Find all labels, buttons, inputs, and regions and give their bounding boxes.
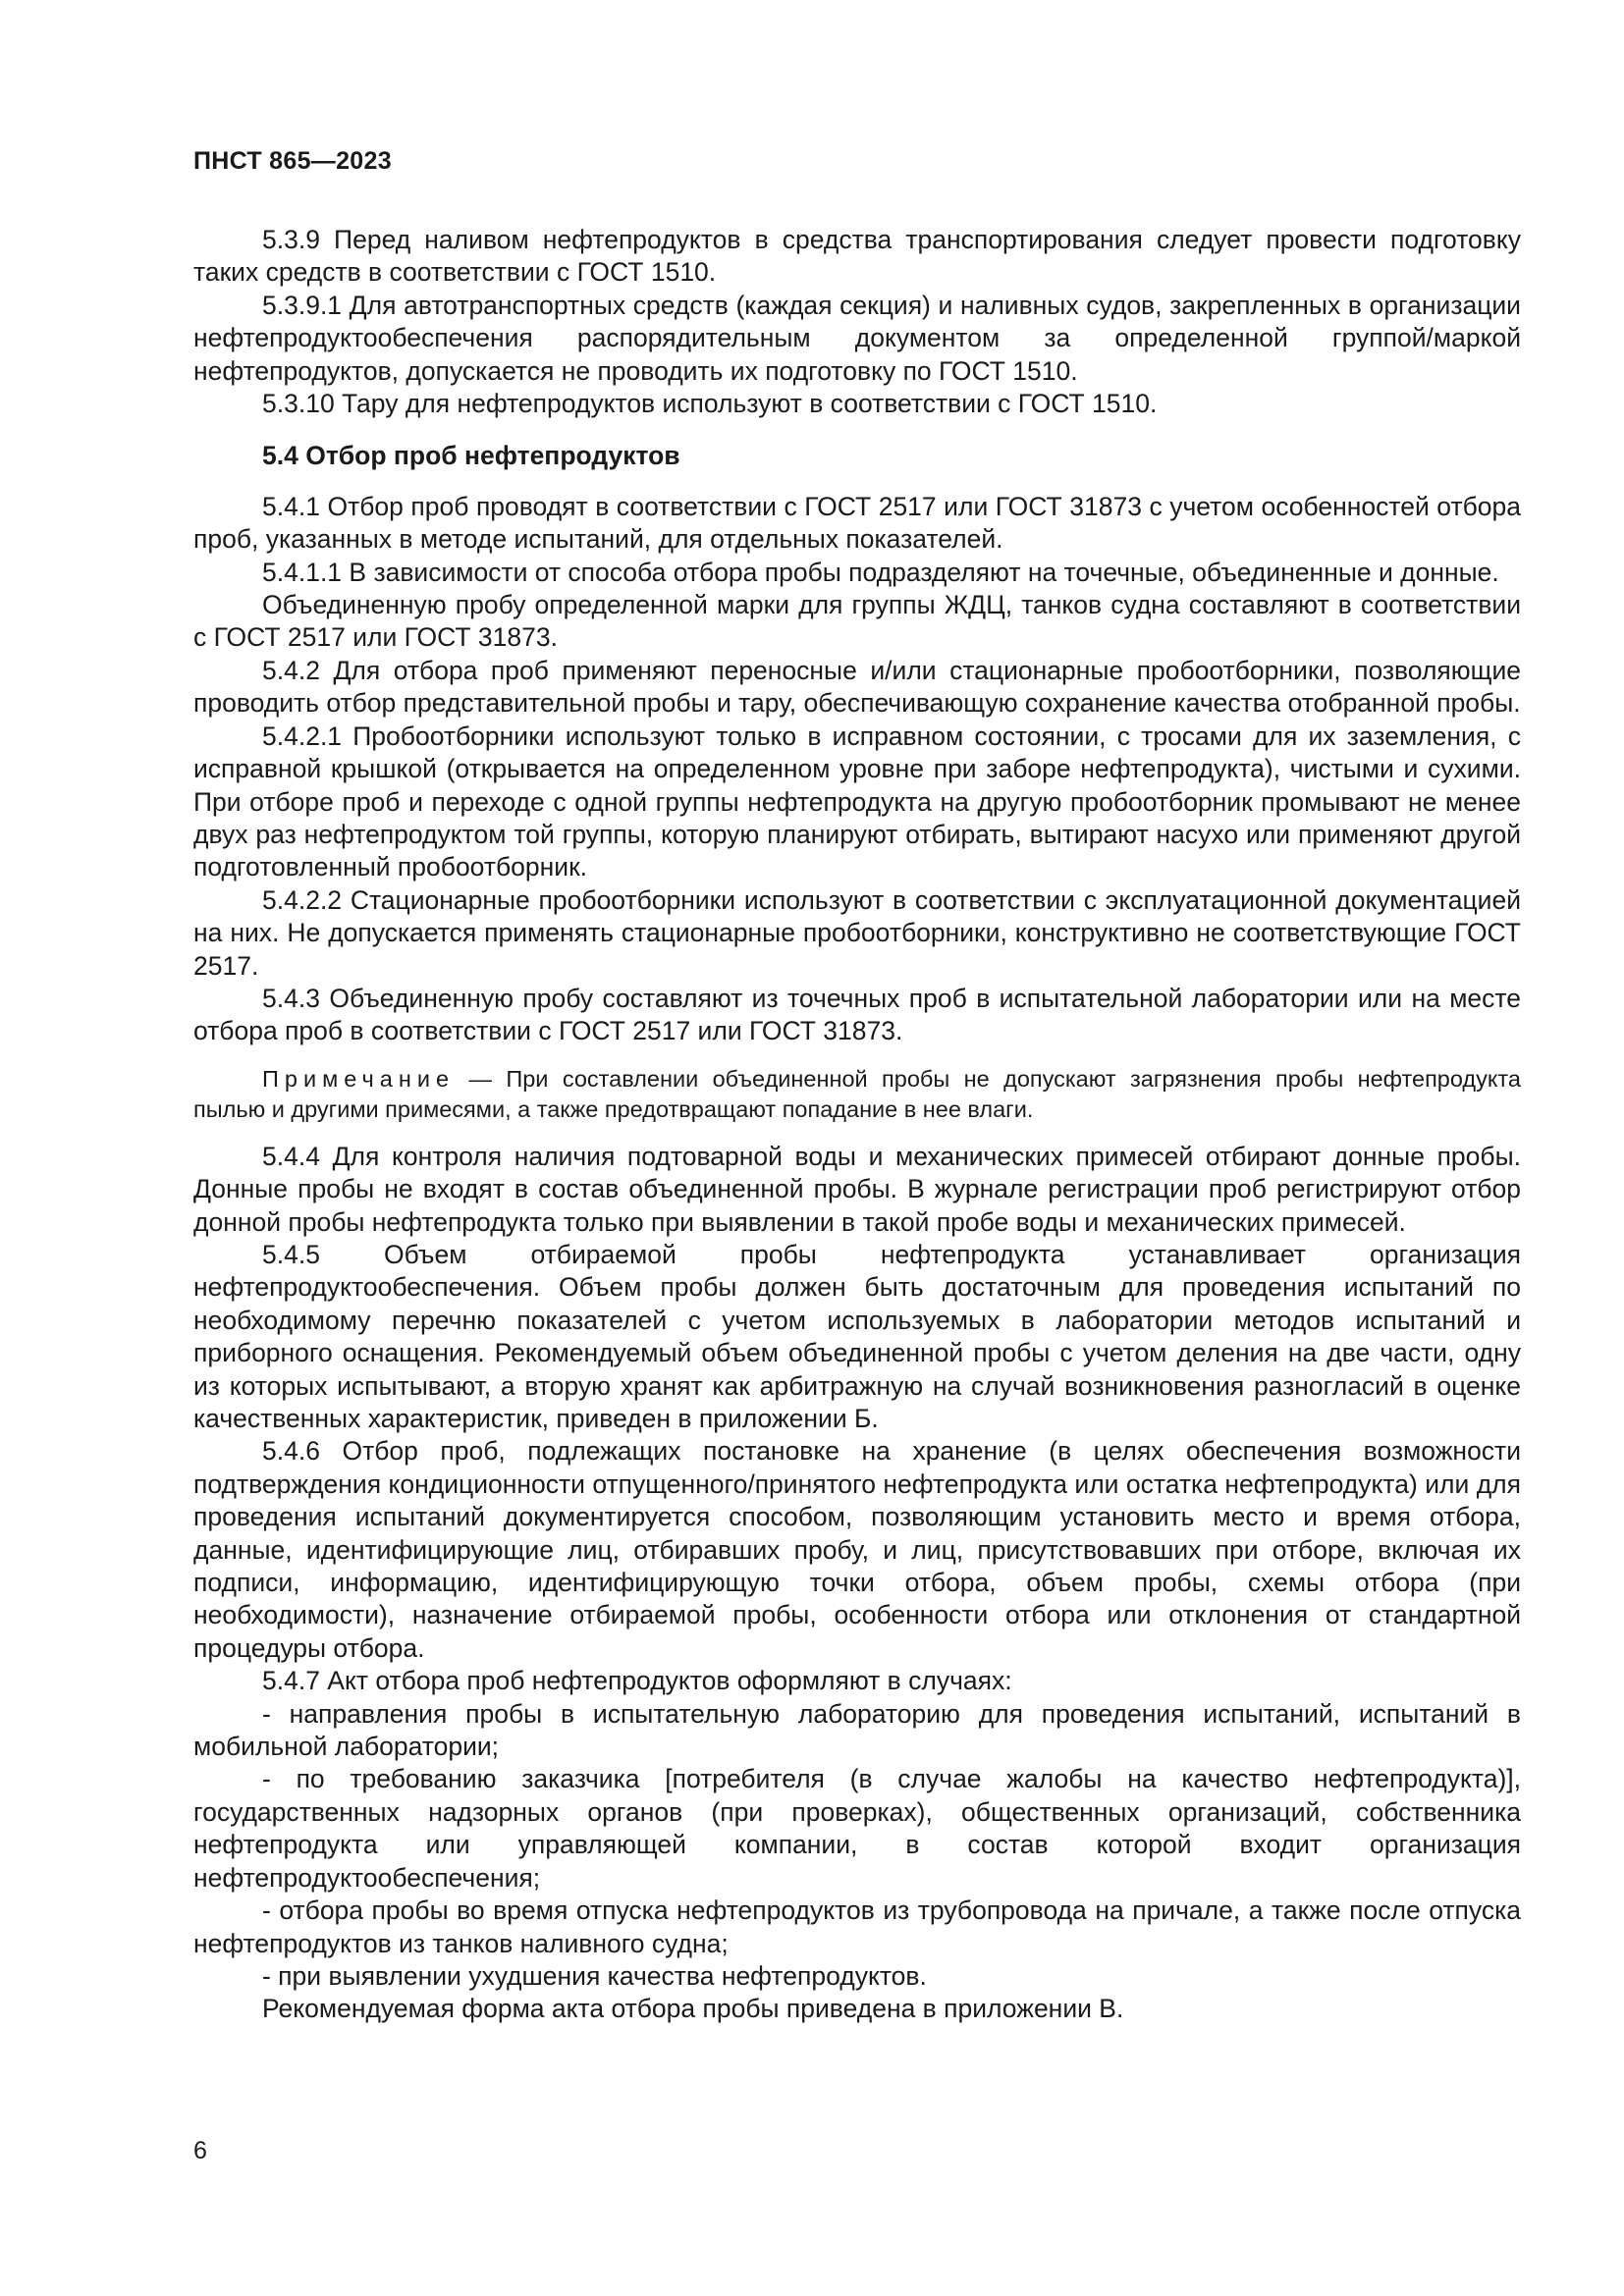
paragraph-5-4-1-1: 5.4.1.1 В зависимости от способа отбора пробы подразделяют на точечные, объединенные и донные. bbox=[262, 557, 1499, 587]
paragraph-5-4-4: 5.4.4 Для контроля наличия подтоварной воды и механических примесей отбирают донные пробы. Донные пробы не входят в состав объединенной пробы. В журнале регистрации проб регистрируют отбор донной пробы нефтепродукта только при выявлении в такой пробе воды и механических примесей. bbox=[193, 1141, 1521, 1237]
document-page bbox=[193, 0, 1521, 2296]
paragraph-5-4-2-1: 5.4.2.1 Пробоотборники используют только в исправном состоянии, с тросами для их заземления, с исправной крышкой (открывается на определенном уровне при заборе нефтепродукта), чистыми и сухими. При отборе проб и переходе с одной группы нефтепродукта на другую пробоотборник промывают не менее двух раз нефтепродуктом той группы, которую планируют отбирать, вытирают насухо или применяют другой подготовленный пробоотборник. bbox=[193, 721, 1521, 882]
paragraph-5-4-3: 5.4.3 Объединенную пробу составляют из точечных проб в испытательной лаборатории или на месте отбора проб в соответствии с ГОСТ 2517 или ГОСТ 31873. bbox=[193, 983, 1521, 1046]
page-number: 6 bbox=[193, 2137, 207, 2164]
list-item-quality-deterioration: - при выявлении ухудшения качества нефтепродуктов. bbox=[262, 1960, 927, 1991]
paragraph-5-4-5: 5.4.5 Объем отбираемой пробы нефтепродукта устанавливает организация нефтепродуктообеспечения. Объем пробы должен быть достаточным для проведения испытаний по необходимому перечню показателей с учетом используемых в лаборатории методов испытаний и приборного оснащения. Рекомендуемый объем объединенной пробы с учетом деления на две части, одну из которых испытывают, а вторую хранят как арбитражную на случай возникновения разногласий в оценке качественных характеристик, приведен в приложении Б. bbox=[193, 1239, 1521, 1433]
paragraph-combined-sample: Объединенную пробу определенной марки для группы ЖДЦ, танков судна составляют в соответствии с ГОСТ 2517 или ГОСТ 31873. bbox=[193, 590, 1521, 653]
note-label: Примечание bbox=[262, 1065, 456, 1092]
paragraph-5-4-7: 5.4.7 Акт отбора проб нефтепродуктов оформляют в случаях: bbox=[262, 1666, 1012, 1696]
paragraph-5-4-6: 5.4.6 Отбор проб, подлежащих постановке на хранение (в целях обеспечения возможности подтверждения кондиционности отпущенного/принятого нефтепродукта или остатка нефтепродукта) или для проведения испытаний документируется способом, позволяющим установить место и время отбора, данные, идентифицирующие лиц, отбиравших пробу, и лиц, присутствовавших при отборе, включая их подписи, информацию, идентифицирующую точки отбора, объем пробы, схемы отбора (при необходимости), назначение отбираемой пробы, особенности отбора или отклонения от стандартной процедуры отбора. bbox=[193, 1436, 1521, 1663]
paragraph-5-3-10: 5.3.10 Тару для нефтепродуктов используют в соответствии с ГОСТ 1510. bbox=[262, 389, 1158, 419]
paragraph-5-3-9-1: 5.3.9.1 Для автотранспортных средств (каждая секция) и наливных судов, закрепленных в организации нефтепродуктообеспечения распорядительным документом за определенной группой/маркой нефтепродуктов, допускается не проводить их подготовку по ГОСТ 1510. bbox=[193, 290, 1521, 386]
list-item-pipeline-release: - отбора пробы во время отпуска нефтепродуктов из трубопровода на причале, а также после отпуска нефтепродуктов из танков наливного судна; bbox=[193, 1896, 1521, 1958]
document-body bbox=[193, 224, 1521, 2026]
note-block bbox=[193, 1064, 1521, 1125]
paragraph-5-4-2: 5.4.2 Для отбора проб применяют переносные и/или стационарные пробоотборники, позволяющие проводить отбор представительной пробы и тару, обеспечивающую сохранение качества отобранной пробы. bbox=[193, 655, 1521, 719]
list-item-lab-testing: - направления пробы в испытательную лабораторию для проведения испытаний, испытаний в мобильной лаборатории; bbox=[193, 1698, 1521, 1762]
section-heading-5-4: 5.4 Отбор проб нефтепродуктов bbox=[262, 441, 680, 471]
paragraph-5-4-2-2: 5.4.2.2 Стационарные пробоотборники используют в соответствии с эксплуатационной документацией на них. Не допускается применять стационарные пробоотборники, конструктивно не соответствующие ГОСТ 2517. bbox=[193, 884, 1521, 981]
paragraph-5-4-1: 5.4.1 Отбор проб проводят в соответствии с ГОСТ 2517 или ГОСТ 31873 с учетом особенностей отбора проб, указанных в методе испытаний, для отдельных показателей. bbox=[193, 491, 1521, 555]
list-item-customer-request: - по требованию заказчика [потребителя (в случае жалобы на качество нефтепродукта)], государственных надзорных органов (при проверках), общественных организаций, собственника нефтепродукта или управляющей компании, в состав которой входит организация нефтепродуктообеспечения; bbox=[193, 1764, 1521, 1893]
paragraph-5-3-9: 5.3.9 Перед наливом нефтепродуктов в средства транспортирования следует провести подготовку таких средств в соответствии с ГОСТ 1510. bbox=[193, 225, 1521, 288]
paragraph-recommended-form: Рекомендуемая форма акта отбора пробы приведена в приложении В. bbox=[262, 1994, 1124, 2024]
document-id-header: ПНСТ 865—2023 bbox=[193, 147, 392, 175]
note-text: — При составлении объединенной пробы не допускают загрязнения пробы нефтепродукта пылью и другими примесями, а также предотвращают попадание в нее влаги. bbox=[193, 1065, 1521, 1122]
